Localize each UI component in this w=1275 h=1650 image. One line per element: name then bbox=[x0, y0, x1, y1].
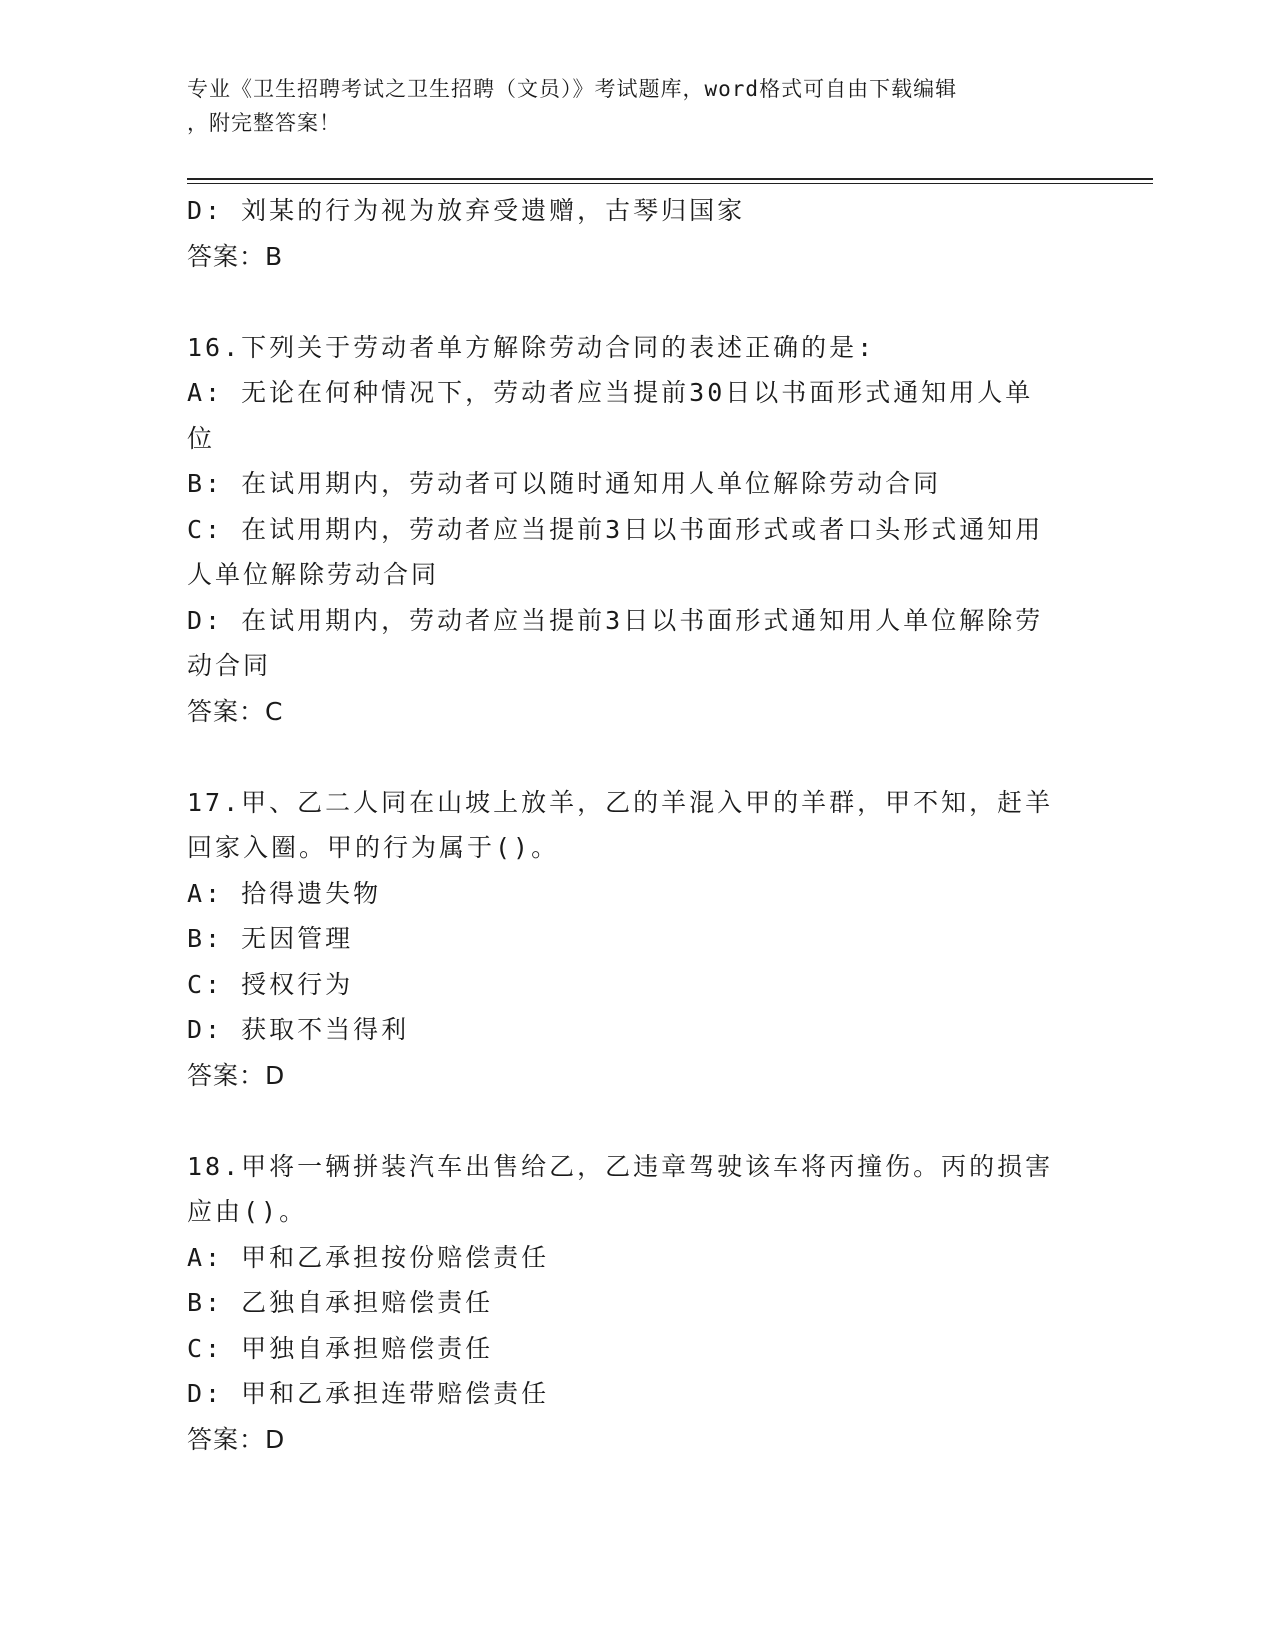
question-stem: 18.甲将一辆拼装汽车出售给乙，乙违章驾驶该车将丙撞伤。丙的损害 bbox=[187, 1151, 1054, 1181]
answer: 答案：D bbox=[187, 1060, 286, 1090]
answer: 答案：C bbox=[187, 696, 284, 726]
option-a: A: 无论在何种情况下，劳动者应当提前30日以书面形式通知用人单 bbox=[187, 378, 1034, 407]
option-b: B: 无因管理 bbox=[187, 924, 354, 953]
option-b: B: 在试用期内，劳动者可以随时通知用人单位解除劳动合同 bbox=[187, 469, 942, 498]
question-16 bbox=[187, 325, 1087, 735]
document-body bbox=[187, 188, 1087, 1462]
spacer bbox=[187, 1098, 1087, 1144]
document-header bbox=[187, 72, 1067, 140]
question-stem: 16.下列关于劳动者单方解除劳动合同的表述正确的是: bbox=[187, 332, 876, 362]
question-17 bbox=[187, 780, 1087, 1099]
question-stem: 17.甲、乙二人同在山坡上放羊，乙的羊混入甲的羊群，甲不知，赶羊 bbox=[187, 787, 1054, 817]
option-b: B: 乙独自承担赔偿责任 bbox=[187, 1288, 494, 1317]
option-d: D: 刘某的行为视为放弃受遗赠，古琴归国家 bbox=[187, 196, 746, 225]
option-d-cont: 动合同 bbox=[187, 651, 272, 680]
option-a: A: 甲和乙承担按份赔偿责任 bbox=[187, 1242, 550, 1272]
option-c-cont: 人单位解除劳动合同 bbox=[187, 560, 440, 589]
header-divider-thin bbox=[187, 183, 1153, 184]
option-c: C: 在试用期内，劳动者应当提前3日以书面形式或者口头形式通知用 bbox=[187, 514, 1044, 544]
header-line-2: ，附完整答案！ bbox=[187, 111, 341, 135]
option-c: C: 授权行为 bbox=[187, 969, 354, 999]
option-a: A: 拾得遗失物 bbox=[187, 878, 382, 908]
answer: 答案：D bbox=[187, 1424, 286, 1454]
question-15-tail bbox=[187, 188, 1087, 279]
header-line-1: 专业《卫生招聘考试之卫生招聘（文员）》考试题库，word格式可自由下载编辑 bbox=[187, 77, 958, 101]
question-stem-cont: 应由()。 bbox=[187, 1197, 308, 1226]
spacer bbox=[187, 279, 1087, 325]
option-d: D: 甲和乙承担连带赔偿责任 bbox=[187, 1379, 550, 1408]
header-divider-thick bbox=[187, 178, 1153, 180]
answer: 答案：B bbox=[187, 241, 284, 271]
question-18 bbox=[187, 1144, 1087, 1463]
option-a-cont: 位 bbox=[187, 423, 216, 453]
option-d: D: 在试用期内，劳动者应当提前3日以书面形式通知用人单位解除劳 bbox=[187, 605, 1044, 635]
option-d: D: 获取不当得利 bbox=[187, 1015, 410, 1044]
option-c: C: 甲独自承担赔偿责任 bbox=[187, 1333, 494, 1363]
spacer bbox=[187, 734, 1087, 780]
question-stem-cont: 回家入圈。甲的行为属于()。 bbox=[187, 833, 560, 862]
